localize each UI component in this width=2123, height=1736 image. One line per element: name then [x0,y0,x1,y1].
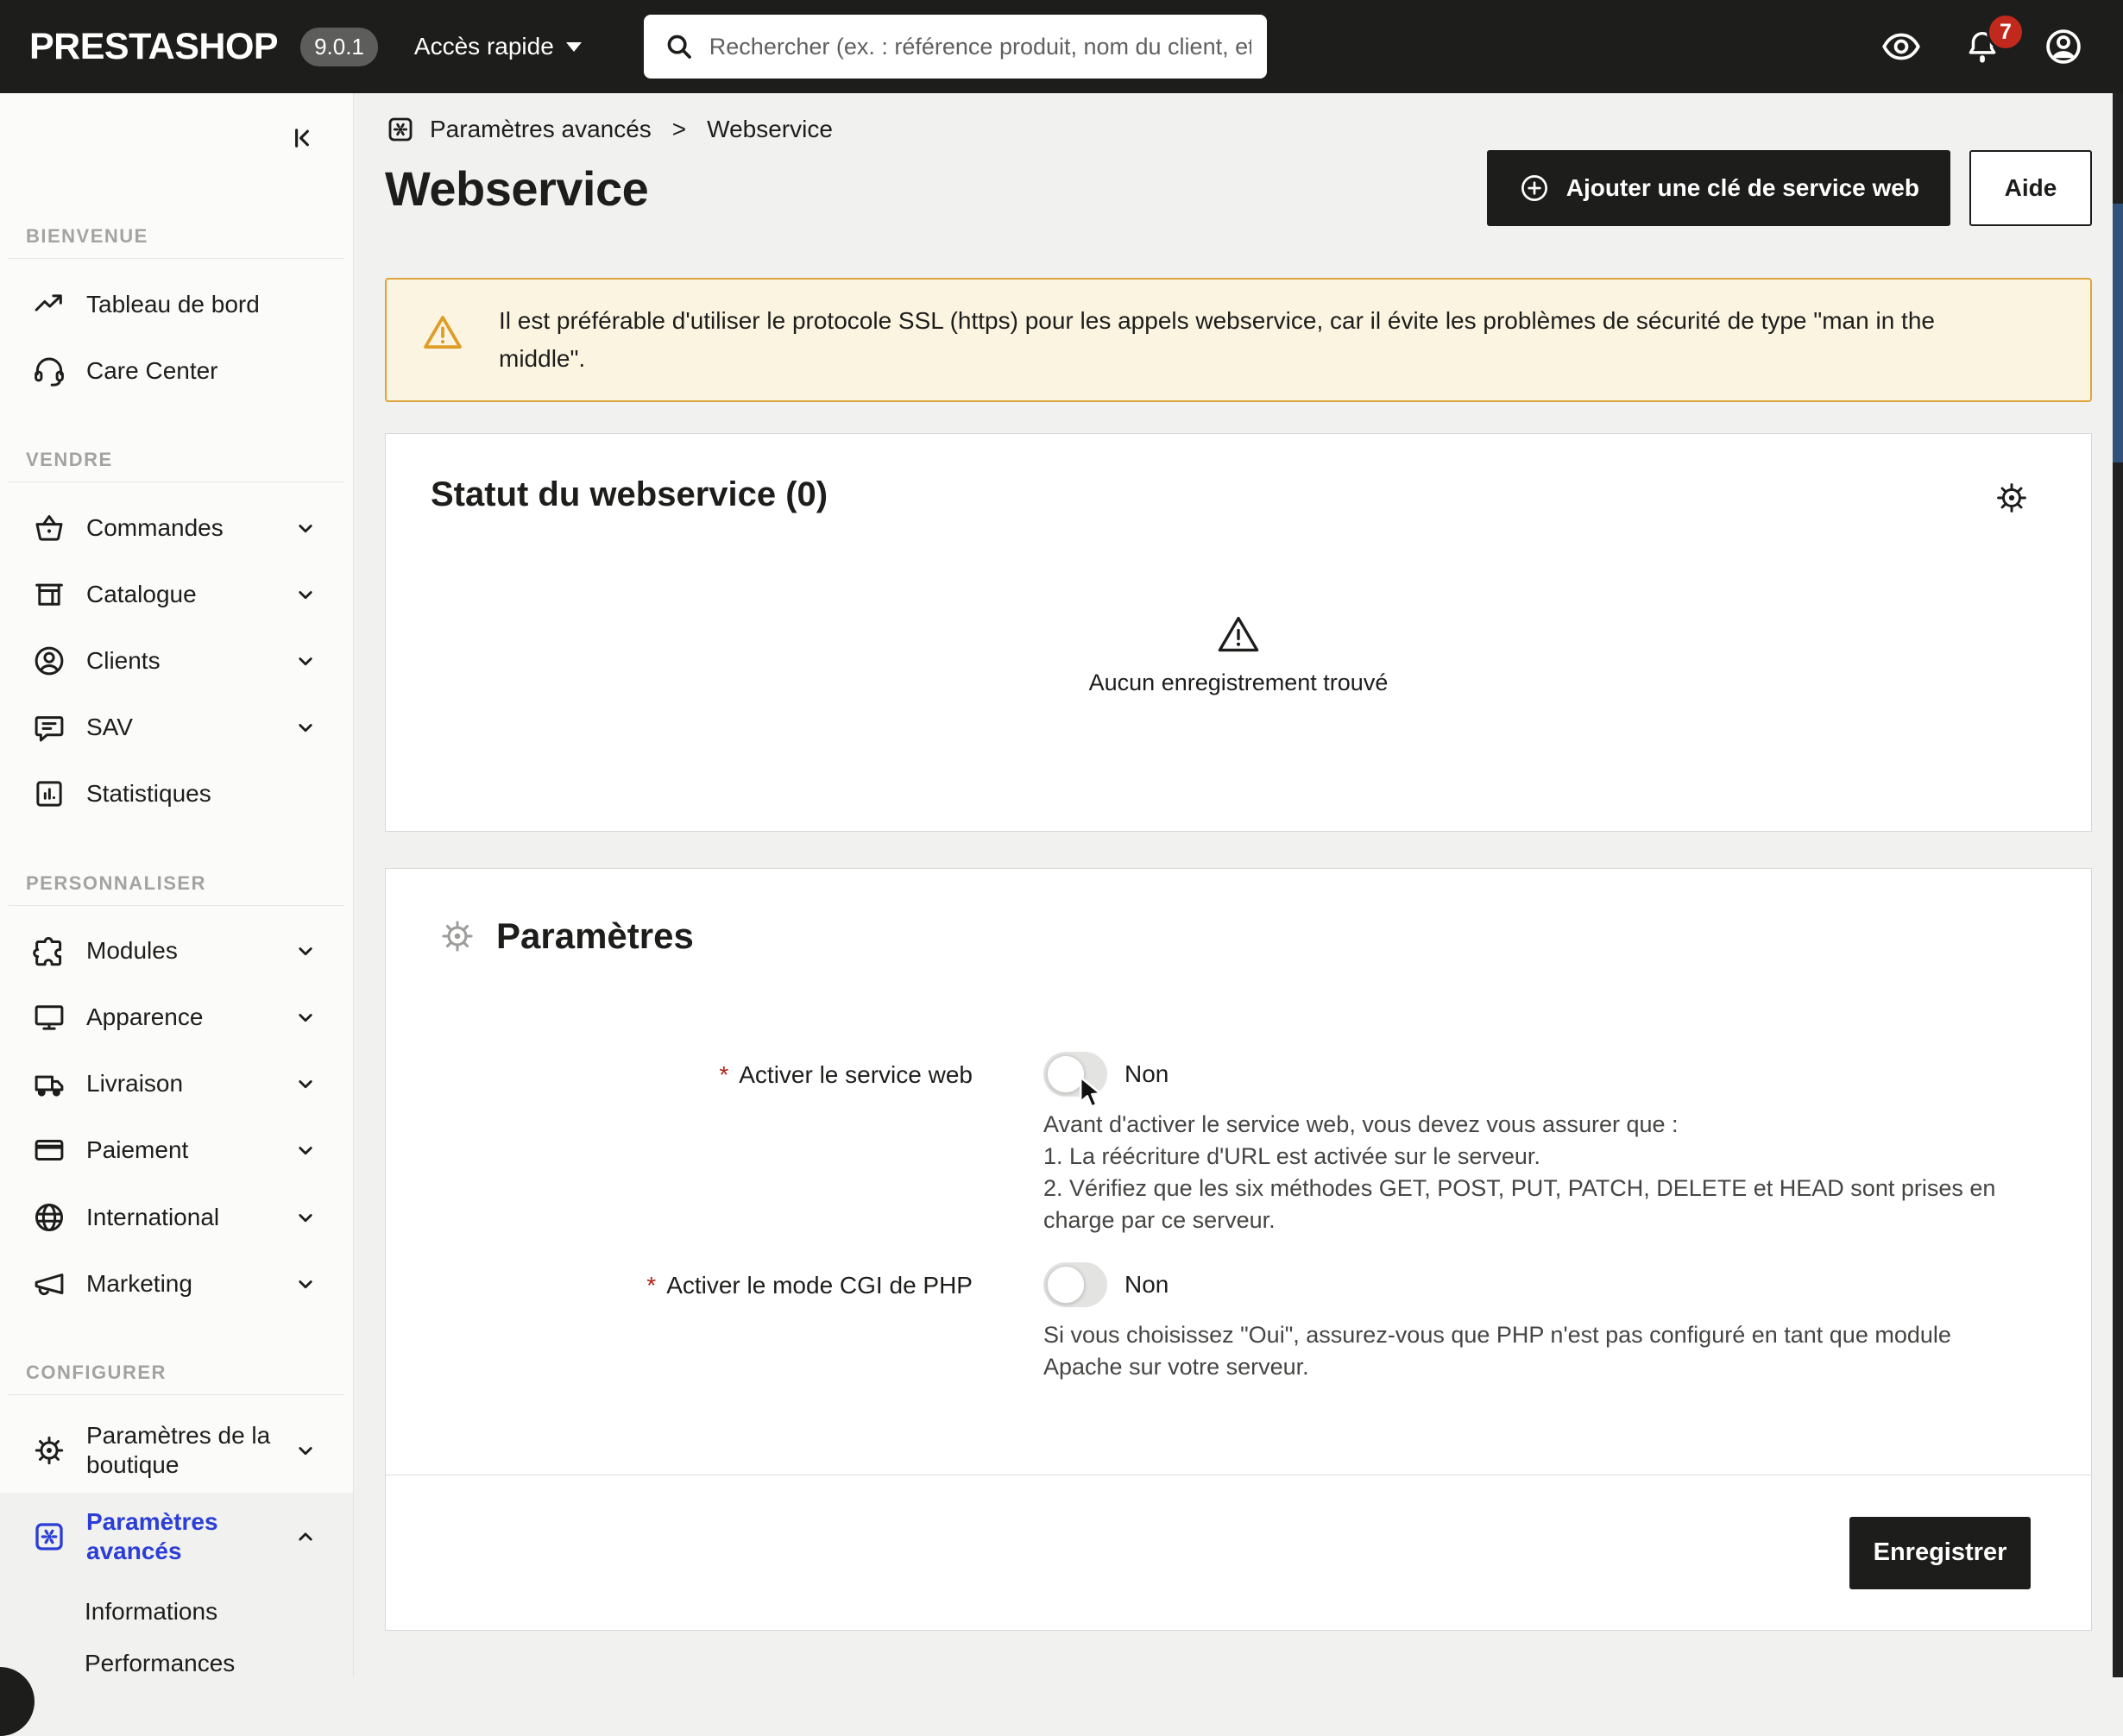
enable-webservice-row [386,1052,2091,1236]
settings-gear-icon [438,916,477,956]
required-marker: * [719,1061,729,1088]
enable-webservice-control [1043,1052,2091,1236]
enable-cgi-label [386,1262,973,1383]
chevron-down-icon [293,1004,318,1030]
truck-icon [31,1066,67,1102]
help-line: Si vous choisissez "Oui", assurez-vous que PHP n'est pas configuré en tant que module [1043,1322,1951,1348]
status-card-title: Statut du webservice (0) [431,475,828,513]
breadcrumb-separator: > [671,116,687,142]
webservice-status-card [385,433,2092,832]
store-icon [31,576,67,613]
sidebar-item-commandes[interactable] [0,494,353,561]
megaphone-icon [31,1266,67,1302]
scrollbar-thumb[interactable] [2113,204,2123,462]
help-line: 1. La réécriture d'URL est activée sur le serveur. [1043,1143,1540,1169]
chevron-down-icon [293,648,318,674]
view-shop-eye-icon[interactable] [1880,25,1923,68]
plus-circle-icon [1518,172,1551,204]
sidebar-collapse-row [0,93,353,163]
sidebar-item-statistiques[interactable] [0,761,353,827]
bar-chart-icon [31,776,67,812]
caret-down-icon [566,42,582,52]
scrollbar-track[interactable] [2113,93,2123,1677]
topbar [0,0,2123,93]
header-actions [1487,150,2092,226]
help-line: Avant d'activer le service web, vous devez vous assurer que : [1043,1111,1679,1137]
toggle-row [1043,1052,2091,1097]
sidebar-item-label: Marketing [86,1269,192,1297]
cgi-help-text [1043,1319,2091,1383]
puzzle-icon [31,933,67,969]
empty-warning-triangle-icon [1215,611,1262,657]
search-input[interactable] [709,34,1251,60]
required-marker: * [646,1272,657,1299]
sidebar-item-label: Paramètres de la boutique [86,1421,271,1478]
sidebar-item-sav[interactable] [0,695,353,761]
credit-card-icon [31,1132,67,1168]
chevron-down-icon [293,515,318,541]
enable-cgi-control [1043,1262,2091,1383]
sidebar-item-label: Livraison [86,1070,184,1098]
chevron-down-icon [293,1071,318,1097]
help-line: Apache sur votre serveur. [1043,1354,1309,1380]
section-label-configurer: CONFIGURER [26,1362,167,1384]
toggle-value: Non [1124,1271,1169,1298]
sidebar-item-livraison[interactable] [0,1051,353,1117]
sidebar-item-care-center[interactable] [0,337,353,404]
sidebar-item-label: Modules [86,937,178,965]
toggle-row [1043,1262,2091,1307]
help-line: charge par ce serveur. [1043,1207,1276,1233]
webservice-help-text [1043,1109,2091,1236]
topbar-icons [1880,19,2085,68]
ssl-warning-alert [385,278,2092,402]
toggle-knob [1047,1266,1085,1304]
chevron-down-icon [293,1271,318,1297]
prestashop-logo[interactable]: PRESTASHOP [29,25,279,67]
sidebar-subitem-informations[interactable] [0,1581,353,1643]
breadcrumb-current: Webservice [707,116,833,142]
chevron-down-icon [293,938,318,964]
cgi-toggle[interactable] [1043,1262,1107,1307]
quick-access-menu[interactable] [414,33,582,60]
divider [9,1394,344,1395]
sidebar-item-paiement[interactable] [0,1117,353,1184]
sidebar-item-label: Commandes [86,513,224,541]
chevron-down-icon [293,1437,318,1463]
sidebar-item-label: International [86,1203,220,1230]
gear-icon [31,1432,67,1469]
sidebar-item-label: Tableau de bord [86,290,260,318]
sidebar-item-tableau-de-bord[interactable] [0,271,353,337]
alert-message: Il est préférable d'utiliser le protocole SSL (https) pour les appels webservice, car il évite les problèmes de sécurité de type "man in the middle". [499,307,1935,372]
settings-card-title: Paramètres [496,915,694,956]
empty-state [431,611,2046,696]
sidebar-item-international[interactable] [0,1184,353,1250]
settings-card-footer [386,1475,2091,1630]
card-settings-gear-icon[interactable] [1993,479,2031,517]
sidebar-subitem-label: Informations [85,1597,218,1625]
sidebar-item-label: Care Center [86,356,218,384]
breadcrumb [385,112,2092,147]
person-circle-icon [31,643,67,679]
divider [9,258,344,259]
sidebar-item-label: Paramètres avancés [86,1507,218,1564]
breadcrumb-parent-link[interactable]: Paramètres avancés [430,116,652,142]
add-key-label: Ajouter une clé de service web [1565,174,1919,201]
sidebar-item-label: Clients [86,647,161,675]
sidebar [0,93,354,1677]
account-icon[interactable] [2042,25,2085,68]
chevron-up-icon [293,1524,318,1550]
help-button[interactable] [1969,150,2092,226]
chevron-down-icon [293,1137,318,1163]
advanced-settings-icon [31,1519,67,1555]
sidebar-subitem-label: Performances [85,1649,236,1676]
sidebar-subitem-performances[interactable] [0,1643,353,1677]
advanced-settings-breadcrumb-icon [385,114,416,145]
section-label-bienvenue: BIENVENUE [26,225,148,248]
sidebar-item-label: Statistiques [86,780,211,808]
search-icon [663,30,696,63]
notification-count-badge: 7 [1987,13,2025,51]
sidebar-item-label: SAV [86,714,133,741]
settings-form [386,1052,2091,1409]
main-shell [0,93,2123,1677]
sidebar-item-label: Paiement [86,1136,189,1164]
sidebar-item-parametres-boutique[interactable] [0,1407,353,1493]
chevron-down-icon [293,582,318,607]
main-content [354,93,2113,1677]
divider [9,905,344,906]
webservice-toggle[interactable] [1043,1052,1107,1097]
advanced-parameters-group [0,1493,353,1677]
sidebar-item-label: Apparence [86,1003,204,1031]
chat-bubble-icon [31,709,67,745]
monitor-icon [31,999,67,1035]
warning-triangle-icon [421,311,464,354]
trending-up-icon [31,286,67,323]
settings-card-header [386,869,2091,957]
chevron-down-icon [293,714,318,740]
sidebar-item-apparence[interactable] [0,984,353,1051]
page-header [385,148,2092,228]
sidebar-item-modules[interactable] [0,918,353,984]
headset-icon [31,353,67,389]
toggle-value: Non [1124,1060,1169,1087]
help-line: 2. Vérifiez que les six méthodes GET, POST, PUT, PATCH, DELETE et HEAD sont prises en [1043,1175,1996,1201]
sidebar-item-label: Catalogue [86,581,197,607]
sidebar-item-parametres-avances[interactable] [0,1493,353,1581]
section-label-vendre: VENDRE [26,449,113,471]
collapse-sidebar-icon[interactable] [287,123,317,153]
version-badge: 9.0.1 [300,28,378,66]
quick-access-label: Accès rapide [413,33,554,60]
divider [9,481,344,482]
settings-card [385,868,2092,1631]
enable-cgi-row [386,1262,2091,1383]
field-label-text: Activer le mode CGI de PHP [666,1272,973,1299]
search-bar[interactable] [644,15,1267,79]
sidebar-item-marketing[interactable] [0,1250,353,1317]
mouse-cursor [1073,1074,1111,1112]
chevron-down-icon [293,1205,318,1230]
page-title: Webservice [385,160,649,216]
notifications-button[interactable] [1962,19,2012,66]
bottom-left-cutoff-shape [0,1667,35,1736]
globe-icon [31,1199,67,1236]
add-webservice-key-button[interactable] [1487,150,1950,226]
empty-state-message: Aucun enregistrement trouvé [1088,670,1389,695]
help-label: Aide [2004,174,2057,201]
enable-webservice-label [386,1052,973,1236]
section-label-personnaliser: PERSONNALISER [26,871,206,894]
sidebar-item-clients[interactable] [0,628,353,695]
save-button[interactable]: Enregistrer [1849,1517,2031,1589]
sidebar-item-catalogue[interactable] [0,561,353,627]
basket-icon [31,510,67,546]
field-label-text: Activer le service web [739,1061,973,1088]
